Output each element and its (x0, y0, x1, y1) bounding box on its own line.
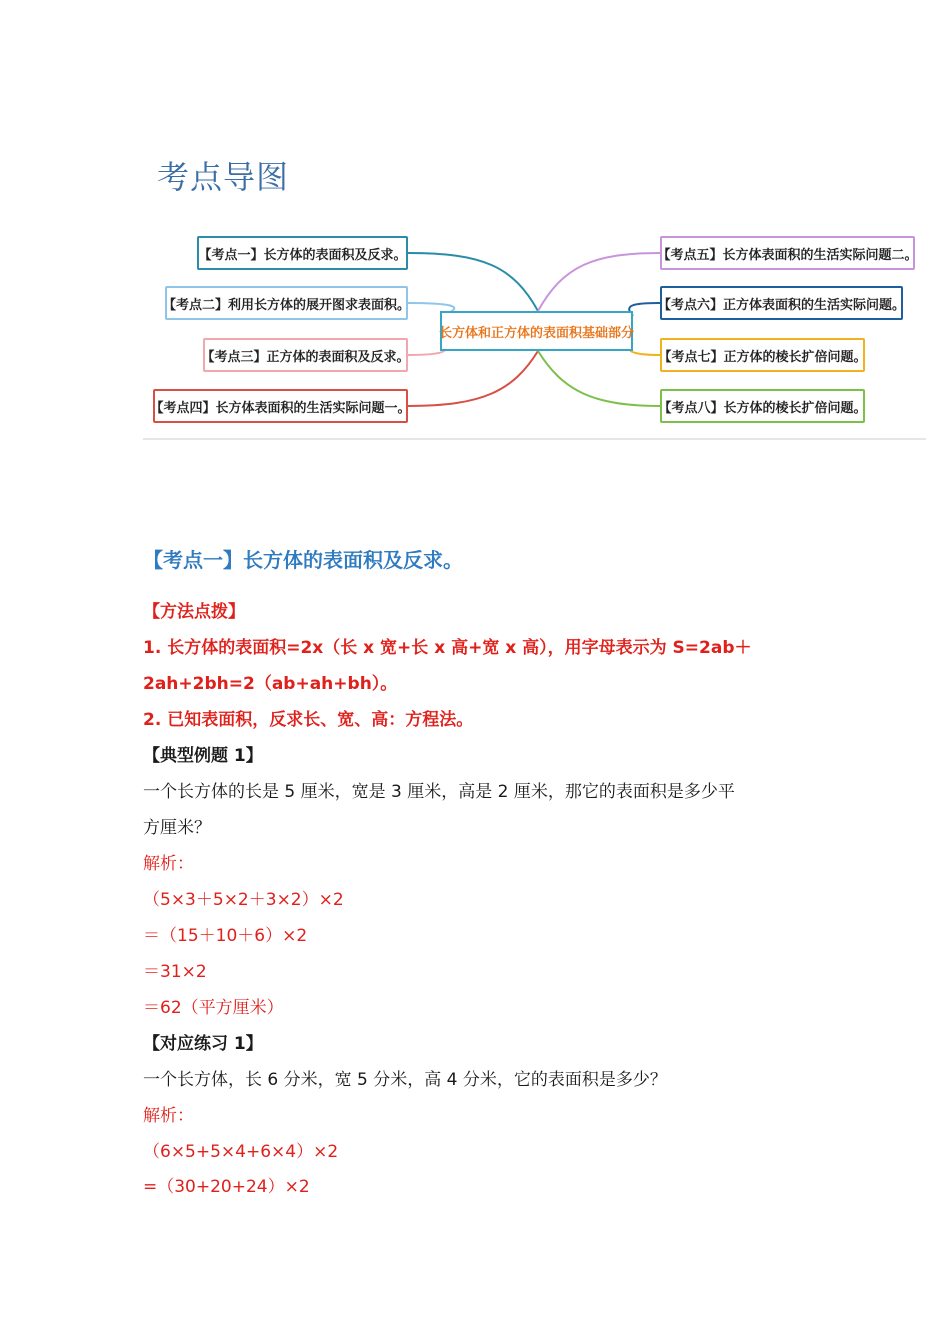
method-point-2: 2. 已知表面积，反求长、宽、高：方程法。 (143, 710, 474, 730)
connector-right-2 (629, 303, 660, 316)
practice-question: 一个长方体，长 6 分米，宽 5 分米，高 4 分米，它的表面积是多少？ (143, 1070, 667, 1090)
example-step: （5×3＋5×2＋3×2）×2 (143, 890, 344, 910)
method-point-1: 1. 长方体的表面积=2x（长 x 宽+长 x 高+宽 x 高），用字母表示为 S=2ab＋ (143, 638, 752, 658)
mindmap-node-6: 【考点六】正方体表面积的生活实际问题。 (660, 286, 903, 320)
example-analysis-label: 解析： (143, 854, 194, 874)
method-title: 【方法点拨】 (143, 602, 245, 622)
mindmap-node-2: 【考点二】利用长方体的展开图求表面积。 (165, 286, 408, 320)
practice-step: （6×5+5×4+6×4）×2 (143, 1142, 339, 1162)
mindmap-node-8: 【考点八】长方体的棱长扩倍问题。 (660, 389, 865, 423)
connector-right-1 (538, 253, 660, 311)
section-title: 【考点一】长方体的表面积及反求。 (143, 548, 463, 572)
connector-right-3 (629, 343, 660, 355)
practice-analysis-label: 解析： (143, 1106, 194, 1126)
example-title: 【典型例题 1】 (143, 746, 263, 766)
mind-map (143, 221, 926, 440)
practice-step: =（30+20+24）×2 (143, 1177, 310, 1197)
example-step: ＝（15＋10＋6）×2 (143, 926, 308, 946)
mindmap-node-7: 【考点七】正方体的棱长扩倍问题。 (660, 338, 865, 372)
method-point-1-cont: 2ah+2bh=2（ab+ah+bh）。 (143, 674, 398, 694)
example-step: ＝31×2 (143, 962, 207, 982)
example-question-cont: 方厘米？ (143, 818, 211, 838)
example-question: 一个长方体的长是 5 厘米，宽是 3 厘米，高是 2 厘米，那它的表面积是多少平 (143, 782, 735, 802)
example-step: ＝62（平方厘米） (143, 998, 284, 1018)
mindmap-node-5: 【考点五】长方体表面积的生活实际问题二。 (660, 236, 915, 270)
mindmap-node-4: 【考点四】长方体表面积的生活实际问题一。 (153, 389, 408, 423)
connector-right-4 (538, 351, 660, 406)
mindmap-center-node: 长方体和正方体的表面积基础部分 (440, 311, 633, 351)
mindmap-node-3: 【考点三】正方体的表面积及反求。 (203, 338, 408, 372)
mindmap-node-1: 【考点一】长方体的表面积及反求。 (197, 236, 408, 270)
connector-left-4 (408, 351, 538, 406)
page-heading: 考点导图 (157, 158, 290, 196)
practice-title: 【对应练习 1】 (143, 1034, 263, 1054)
